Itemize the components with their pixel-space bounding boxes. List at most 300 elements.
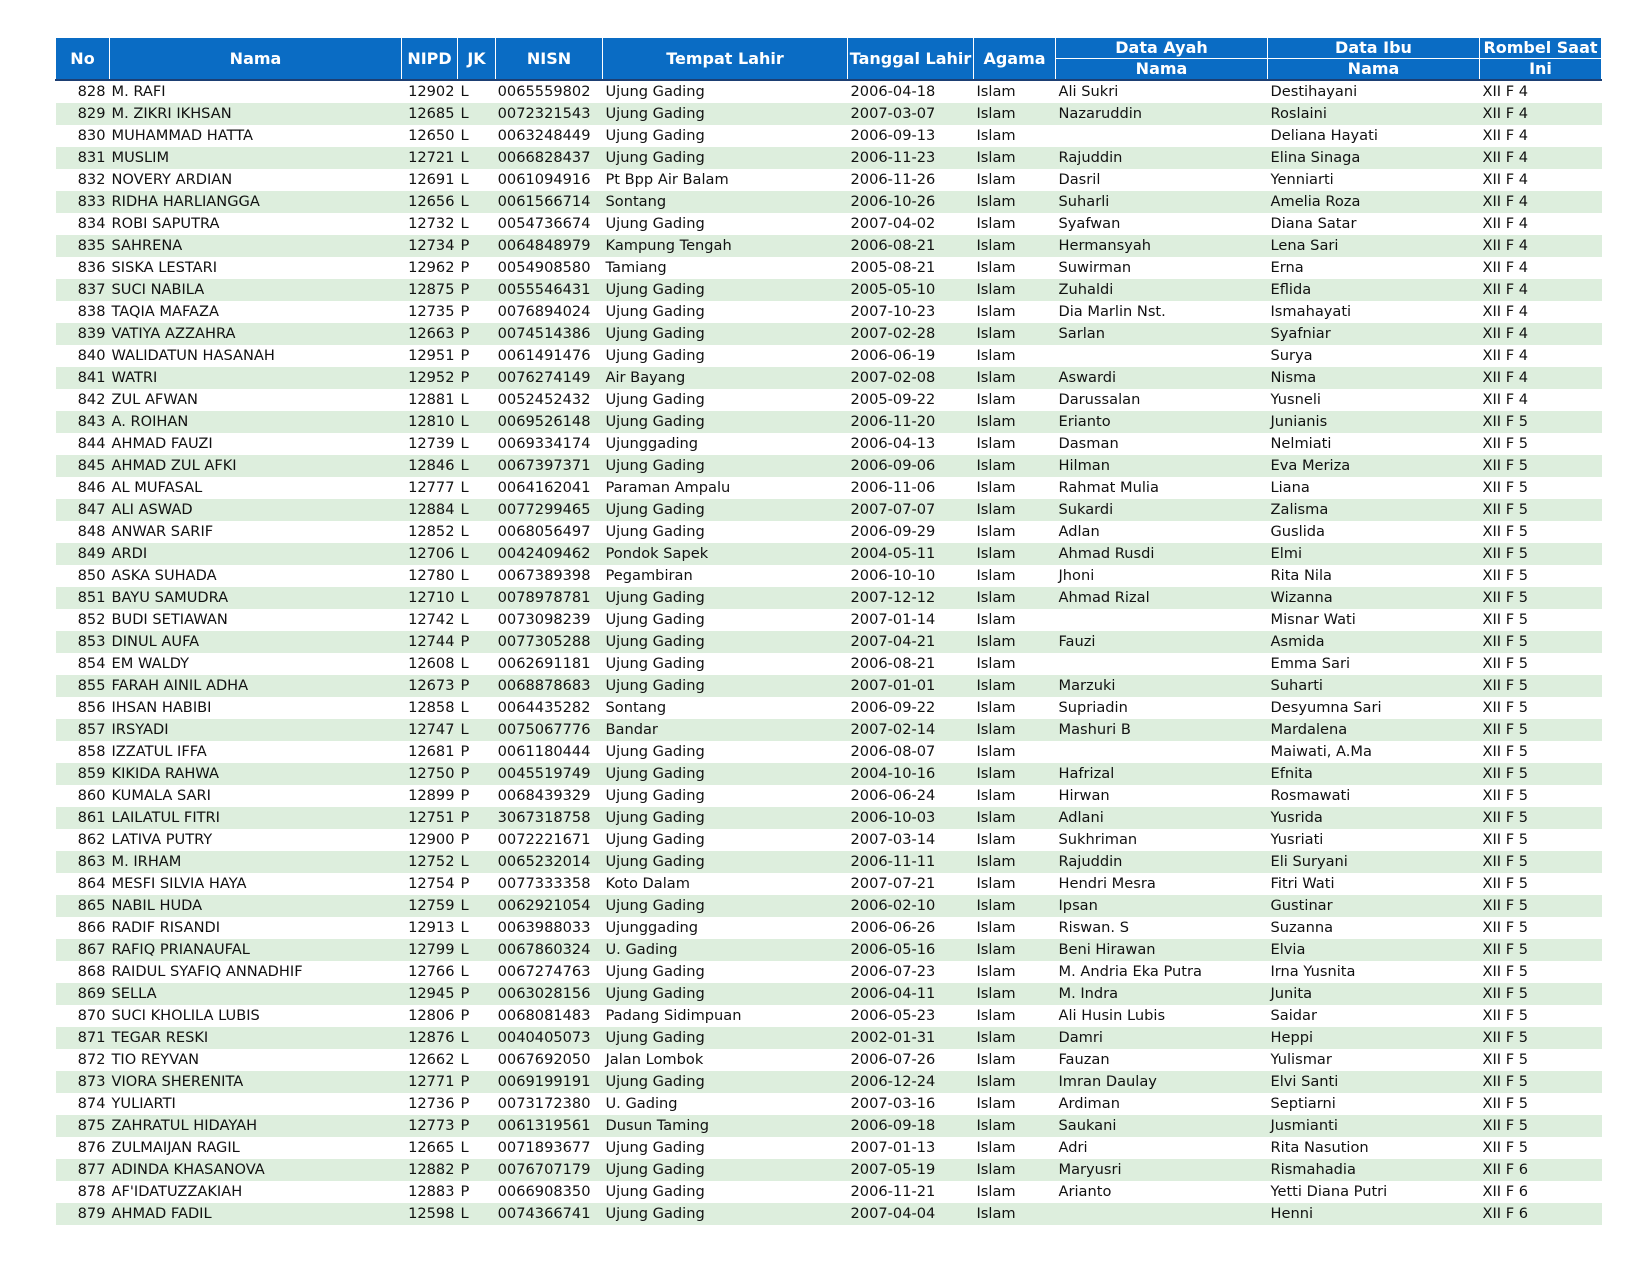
- father-name: Ardiman: [1058, 1095, 1120, 1112]
- mother-name: Rismahadia: [1268, 1159, 1480, 1181]
- rombel-value: XII F 5: [1482, 655, 1529, 672]
- mother-name: Eli Suryani: [1268, 851, 1480, 873]
- father-name: [1056, 345, 1268, 367]
- birthplace-value: Koto Dalam: [605, 875, 690, 892]
- row-no: 872: [77, 1051, 106, 1068]
- student-name: EM WALDY: [111, 655, 190, 672]
- birthplace-value: Kampung Tengah: [603, 235, 848, 257]
- mother-name: Guslida: [1270, 523, 1325, 540]
- nipd-value: 12771: [402, 1071, 458, 1093]
- father-name: Arianto: [1058, 1183, 1112, 1200]
- birthdate-value: 2007-01-14: [850, 611, 936, 628]
- birthplace-value: Dusun Taming: [603, 1115, 848, 1137]
- father-name: Beni Hirawan: [1056, 939, 1268, 961]
- nisn-value: 0067389398: [497, 567, 591, 584]
- father-name: Hafrizal: [1056, 763, 1268, 785]
- gender-value: P: [460, 1183, 470, 1200]
- religion-value: Islam: [976, 259, 1016, 276]
- student-name: ADINDA KHASANOVA: [110, 1159, 402, 1181]
- religion-value: Islam: [976, 787, 1016, 804]
- nipd-value: 12608: [408, 655, 455, 672]
- table-header: [56, 38, 1602, 81]
- mother-name: Yetti Diana Putri: [1270, 1183, 1388, 1200]
- mother-name: Desyumna Sari: [1270, 699, 1382, 716]
- religion-value: Islam: [976, 479, 1016, 496]
- nipd-value: 12736: [408, 1095, 455, 1112]
- gender-value: L: [460, 655, 469, 672]
- mother-name: Wizanna: [1268, 587, 1480, 609]
- nipd-value: 12799: [402, 939, 458, 961]
- religion-value: Islam: [976, 391, 1016, 408]
- father-name: Marzuki: [1056, 675, 1268, 697]
- nisn-value: 0063988033: [497, 919, 591, 936]
- row-no: 866: [77, 919, 106, 936]
- nisn-value: 0069334174: [497, 435, 591, 452]
- religion-value: Islam: [974, 367, 1056, 389]
- religion-value: Islam: [974, 1071, 1056, 1093]
- birthplace-value: Ujung Gading: [603, 1159, 848, 1181]
- table-row: [56, 631, 1602, 653]
- birthdate-value: 2007-01-13: [850, 1139, 936, 1156]
- mother-name: Irna Yusnita: [1270, 963, 1356, 980]
- table-row: [56, 411, 1602, 433]
- father-name: Suwirman: [1058, 259, 1132, 276]
- student-name: MUSLIM: [110, 147, 402, 169]
- gender-value: P: [458, 1159, 496, 1181]
- gender-value: P: [458, 323, 496, 345]
- religion-value: Islam: [976, 1183, 1016, 1200]
- nipd-value: 12777: [408, 479, 455, 496]
- birthdate-value: 2007-03-07: [848, 103, 974, 125]
- nipd-value: 12806: [408, 1007, 455, 1024]
- nisn-value: 0061180444: [497, 743, 591, 760]
- father-name: Erianto: [1056, 411, 1268, 433]
- father-name: M. Indra: [1056, 983, 1268, 1005]
- table-row: [56, 147, 1602, 169]
- father-name: Riswan. S: [1058, 919, 1129, 936]
- mother-name: Roslaini: [1268, 103, 1480, 125]
- nipd-value: 12739: [408, 435, 455, 452]
- nipd-value: 12665: [408, 1139, 455, 1156]
- religion-value: Islam: [976, 699, 1016, 716]
- nisn-value: 0075067776: [496, 719, 603, 741]
- birthdate-value: 2007-03-16: [850, 1095, 936, 1112]
- table-row: [56, 1137, 1602, 1159]
- birthplace-value: Paraman Ampalu: [605, 479, 731, 496]
- table-row: [56, 323, 1602, 345]
- table-row: [56, 917, 1602, 939]
- gender-value: L: [458, 939, 496, 961]
- father-name: Sarlan: [1056, 323, 1268, 345]
- gender-value: P: [458, 631, 496, 653]
- mother-name: Ismahayati: [1270, 303, 1352, 320]
- father-name: Hermansyah: [1056, 235, 1268, 257]
- birthdate-value: 2007-07-07: [848, 499, 974, 521]
- birthdate-value: 2005-08-21: [850, 259, 936, 276]
- table-row: [56, 741, 1602, 763]
- gender-value: L: [458, 1027, 496, 1049]
- gender-value: L: [460, 919, 469, 936]
- rombel-value: XII F 5: [1480, 763, 1602, 785]
- father-name: Aswardi: [1056, 367, 1268, 389]
- rombel-value: XII F 4: [1482, 347, 1529, 364]
- row-no: 860: [77, 787, 106, 804]
- rombel-value: XII F 5: [1480, 719, 1602, 741]
- birthdate-value: 2006-04-11: [848, 983, 974, 1005]
- birthdate-value: 2007-12-12: [848, 587, 974, 609]
- mother-name: Elmi: [1268, 543, 1480, 565]
- religion-value: Islam: [974, 587, 1056, 609]
- nisn-value: 0068081483: [497, 1007, 591, 1024]
- gender-value: P: [460, 259, 470, 276]
- religion-value: Islam: [976, 347, 1016, 364]
- nisn-value: 0061094916: [497, 171, 591, 188]
- gender-value: L: [458, 455, 496, 477]
- nisn-value: 0065232014: [496, 851, 603, 873]
- header-data-ibu-nama: Nama: [1268, 59, 1480, 81]
- table-row: [56, 697, 1602, 719]
- header-rombel-line1: Rombel Saat: [1480, 38, 1602, 59]
- birthdate-value: 2006-10-26: [848, 191, 974, 213]
- birthdate-value: 2002-01-31: [848, 1027, 974, 1049]
- rombel-value: XII F 5: [1482, 611, 1529, 628]
- birthplace-value: Sontang: [605, 699, 667, 716]
- rombel-value: XII F 5: [1480, 455, 1602, 477]
- nipd-value: 12875: [402, 279, 458, 301]
- nisn-value: 0074366741: [496, 1203, 603, 1225]
- birthdate-value: 2006-08-21: [850, 655, 936, 672]
- mother-name: Junita: [1268, 983, 1480, 1005]
- mother-name: Deliana Hayati: [1270, 127, 1378, 144]
- row-no: 877: [56, 1159, 110, 1181]
- gender-value: L: [460, 215, 469, 232]
- religion-value: Islam: [976, 963, 1016, 980]
- header-data-ayah: Data Ayah: [1056, 38, 1268, 59]
- student-name: TIO REYVAN: [111, 1051, 200, 1068]
- row-no: 838: [77, 303, 106, 320]
- mother-name: Destihayani: [1270, 83, 1358, 100]
- birthdate-value: 2006-09-22: [850, 699, 936, 716]
- rombel-value: XII F 4: [1480, 367, 1602, 389]
- table-row: [56, 895, 1602, 917]
- father-name: Fauzan: [1058, 1051, 1110, 1068]
- gender-value: P: [458, 675, 496, 697]
- gender-value: L: [460, 567, 469, 584]
- table-row: [56, 1027, 1602, 1049]
- nisn-value: 0062921054: [496, 895, 603, 917]
- father-name: Damri: [1056, 1027, 1268, 1049]
- student-name: ANWAR SARIF: [111, 523, 214, 540]
- gender-value: L: [458, 147, 496, 169]
- father-name: Jhoni: [1058, 567, 1095, 584]
- gender-value: L: [460, 83, 469, 100]
- nipd-value: 12732: [408, 215, 455, 232]
- header-nisn: NISN: [496, 38, 603, 81]
- religion-value: Islam: [976, 831, 1016, 848]
- gender-value: L: [458, 411, 496, 433]
- row-no: 858: [77, 743, 106, 760]
- nisn-value: 0061491476: [497, 347, 591, 364]
- header-agama: Agama: [974, 38, 1056, 81]
- birthplace-value: Tamiang: [605, 259, 667, 276]
- father-name: Adlan: [1058, 523, 1100, 540]
- row-no: 859: [56, 763, 110, 785]
- nipd-value: 12846: [402, 455, 458, 477]
- table-row: [56, 1181, 1602, 1203]
- father-name: Rajuddin: [1056, 147, 1268, 169]
- rombel-value: XII F 5: [1482, 435, 1529, 452]
- mother-name: Yulismar: [1270, 1051, 1332, 1068]
- gender-value: P: [460, 1007, 470, 1024]
- gender-value: P: [458, 1071, 496, 1093]
- rombel-value: XII F 5: [1482, 787, 1529, 804]
- birthdate-value: 2006-10-10: [850, 567, 936, 584]
- gender-value: L: [460, 479, 469, 496]
- religion-value: Islam: [974, 147, 1056, 169]
- father-name: Saukani: [1056, 1115, 1268, 1137]
- birthdate-value: 2006-10-03: [848, 807, 974, 829]
- rombel-value: XII F 5: [1482, 1007, 1529, 1024]
- nisn-value: 0040405073: [496, 1027, 603, 1049]
- row-no: 864: [77, 875, 106, 892]
- birthdate-value: 2005-09-22: [850, 391, 936, 408]
- header-nipd: NIPD: [402, 38, 458, 81]
- nipd-value: 12752: [402, 851, 458, 873]
- birthplace-value: Ujung Gading: [603, 851, 848, 873]
- mother-name: Nelmiati: [1270, 435, 1332, 452]
- religion-value: Islam: [974, 455, 1056, 477]
- gender-value: P: [458, 367, 496, 389]
- birthplace-value: Air Bayang: [603, 367, 848, 389]
- religion-value: Islam: [976, 1051, 1016, 1068]
- religion-value: Islam: [974, 543, 1056, 565]
- nisn-value: 0064162041: [497, 479, 591, 496]
- religion-value: Islam: [976, 523, 1016, 540]
- gender-value: L: [460, 611, 469, 628]
- mother-name: Fitri Wati: [1270, 875, 1335, 892]
- student-name: WALIDATUN HASANAH: [111, 347, 275, 364]
- student-name: DINUL AUFA: [110, 631, 402, 653]
- father-name: Adlani: [1056, 807, 1268, 829]
- religion-value: Islam: [974, 939, 1056, 961]
- nipd-value: 12744: [402, 631, 458, 653]
- table-row: [56, 1159, 1602, 1181]
- nipd-value: 12900: [408, 831, 455, 848]
- father-name: Sukardi: [1056, 499, 1268, 521]
- nipd-value: 12706: [402, 543, 458, 565]
- nisn-value: 0076274149: [496, 367, 603, 389]
- mother-name: Syafniar: [1268, 323, 1480, 345]
- birthplace-value: Ujung Gading: [605, 523, 705, 540]
- religion-value: Islam: [974, 1159, 1056, 1181]
- father-name: Sukhriman: [1058, 831, 1138, 848]
- nisn-value: 0068878683: [496, 675, 603, 697]
- religion-value: Islam: [976, 83, 1016, 100]
- row-no: 855: [56, 675, 110, 697]
- father-name: Maryusri: [1056, 1159, 1268, 1181]
- gender-value: L: [458, 543, 496, 565]
- religion-value: Islam: [976, 303, 1016, 320]
- birthplace-value: Ujung Gading: [605, 743, 705, 760]
- nisn-value: 0073098239: [497, 611, 591, 628]
- mother-name: Heppi: [1268, 1027, 1480, 1049]
- father-name: Syafwan: [1058, 215, 1121, 232]
- nisn-value: 0068056497: [497, 523, 591, 540]
- birthdate-value: 2007-07-21: [850, 875, 936, 892]
- student-name: IZZATUL IFFA: [111, 743, 207, 760]
- rombel-value: XII F 5: [1480, 543, 1602, 565]
- father-name: Mashuri B: [1056, 719, 1268, 741]
- nisn-value: 0063028156: [496, 983, 603, 1005]
- birthplace-value: Ujung Gading: [603, 103, 848, 125]
- nipd-value: 12951: [408, 347, 455, 364]
- gender-value: L: [458, 719, 496, 741]
- row-no: 835: [56, 235, 110, 257]
- table-row: [56, 873, 1602, 895]
- father-name: Ali Husin Lubis: [1058, 1007, 1166, 1024]
- row-no: 837: [56, 279, 110, 301]
- nisn-value: 0071893677: [497, 1139, 591, 1156]
- birthdate-value: 2006-09-06: [848, 455, 974, 477]
- gender-value: L: [458, 191, 496, 213]
- religion-value: Islam: [974, 279, 1056, 301]
- gender-value: P: [460, 303, 470, 320]
- birthplace-value: Ujung Gading: [603, 983, 848, 1005]
- table-row: [56, 807, 1602, 829]
- nisn-value: 0069199191: [496, 1071, 603, 1093]
- rombel-value: XII F 4: [1480, 323, 1602, 345]
- student-name: KUMALA SARI: [111, 787, 211, 804]
- nipd-value: 12747: [402, 719, 458, 741]
- birthdate-value: 2004-10-16: [848, 763, 974, 785]
- nisn-value: 0065559802: [497, 83, 591, 100]
- mother-name: Suharti: [1268, 675, 1480, 697]
- student-name: WATRI: [110, 367, 402, 389]
- nipd-value: 12952: [402, 367, 458, 389]
- student-name: RIDHA HARLIANGGA: [110, 191, 402, 213]
- birthplace-value: Ujung Gading: [605, 611, 705, 628]
- row-no: 863: [56, 851, 110, 873]
- gender-value: P: [460, 347, 470, 364]
- student-name: ZULMAIJAN RAGIL: [111, 1139, 240, 1156]
- gender-value: P: [458, 763, 496, 785]
- mother-name: Surya: [1270, 347, 1313, 364]
- nipd-value: 12650: [408, 127, 455, 144]
- nisn-value: 0074514386: [496, 323, 603, 345]
- gender-value: P: [460, 1095, 470, 1112]
- rombel-value: XII F 4: [1480, 235, 1602, 257]
- gender-value: L: [458, 895, 496, 917]
- row-no: 842: [77, 391, 106, 408]
- birthplace-value: Ujung Gading: [605, 655, 705, 672]
- rombel-value: XII F 5: [1480, 1071, 1602, 1093]
- mother-name: Junianis: [1268, 411, 1480, 433]
- table-row: [56, 345, 1602, 367]
- father-name: [1056, 609, 1268, 631]
- mother-name: Eflida: [1268, 279, 1480, 301]
- birthplace-value: Padang Sidimpuan: [605, 1007, 742, 1024]
- father-name: Rahmat Mulia: [1058, 479, 1159, 496]
- student-name: FARAH AINIL ADHA: [110, 675, 402, 697]
- father-name: Suharli: [1056, 191, 1268, 213]
- student-name: YULIARTI: [111, 1095, 176, 1112]
- row-no: 875: [56, 1115, 110, 1137]
- nisn-value: 0063248449: [497, 127, 591, 144]
- row-no: 862: [77, 831, 106, 848]
- nisn-value: 0077333358: [497, 875, 591, 892]
- nipd-value: 12751: [402, 807, 458, 829]
- birthdate-value: 2006-04-18: [850, 83, 936, 100]
- mother-name: Diana Satar: [1270, 215, 1357, 232]
- religion-value: Islam: [974, 191, 1056, 213]
- father-name: Hilman: [1056, 455, 1268, 477]
- rombel-value: XII F 5: [1482, 831, 1529, 848]
- nisn-value: 0067274763: [497, 963, 591, 980]
- religion-value: Islam: [974, 719, 1056, 741]
- table-row: [56, 1005, 1602, 1027]
- nisn-value: 0054736674: [497, 215, 591, 232]
- student-name: MUHAMMAD HATTA: [111, 127, 254, 144]
- student-name: AHMAD FADIL: [110, 1203, 402, 1225]
- nisn-value: 0055546431: [496, 279, 603, 301]
- religion-value: Islam: [976, 1007, 1016, 1024]
- religion-value: Islam: [974, 631, 1056, 653]
- nipd-value: 12734: [402, 235, 458, 257]
- nipd-value: 12685: [402, 103, 458, 125]
- header-data-ayah-nama: Nama: [1056, 59, 1268, 81]
- table-row: [56, 257, 1602, 279]
- birthplace-value: Ujung Gading: [603, 1203, 848, 1225]
- birthdate-value: 2007-10-23: [850, 303, 936, 320]
- student-name: M. ZIKRI IKHSAN: [110, 103, 402, 125]
- gender-value: P: [458, 235, 496, 257]
- student-name: MESFI SILVIA HAYA: [111, 875, 247, 892]
- birthplace-value: Sontang: [603, 191, 848, 213]
- birthplace-value: Ujung Gading: [603, 499, 848, 521]
- mother-name: Amelia Roza: [1268, 191, 1480, 213]
- table-row: [56, 367, 1602, 389]
- mother-name: Jusmianti: [1268, 1115, 1480, 1137]
- student-name: BAYU SAMUDRA: [110, 587, 402, 609]
- birthdate-value: 2007-02-28: [848, 323, 974, 345]
- nipd-value: 12913: [408, 919, 455, 936]
- rombel-value: XII F 4: [1482, 171, 1529, 188]
- mother-name: Efnita: [1268, 763, 1480, 785]
- birthdate-value: 2006-09-13: [850, 127, 936, 144]
- student-name: AHMAD ZUL AFKI: [110, 455, 402, 477]
- table-row: [56, 983, 1602, 1005]
- student-name: LATIVA PUTRY: [111, 831, 213, 848]
- nisn-value: 3067318758: [496, 807, 603, 829]
- mother-name: Zalisma: [1268, 499, 1480, 521]
- religion-value: Islam: [976, 215, 1016, 232]
- mother-name: Yenniarti: [1270, 171, 1334, 188]
- gender-value: L: [458, 499, 496, 521]
- student-name: NOVERY ARDIAN: [111, 171, 233, 188]
- student-name: AF'IDATUZZAKIAH: [111, 1183, 243, 1200]
- father-name: M. Andria Eka Putra: [1058, 963, 1202, 980]
- nipd-value: 12810: [402, 411, 458, 433]
- nisn-value: 0077305288: [496, 631, 603, 653]
- nipd-value: 12750: [402, 763, 458, 785]
- birthdate-value: 2006-11-23: [848, 147, 974, 169]
- gender-value: L: [460, 523, 469, 540]
- student-name: TAQIA MAFAZA: [111, 303, 220, 320]
- religion-value: Islam: [976, 171, 1016, 188]
- nisn-value: 0072321543: [496, 103, 603, 125]
- father-name: Dia Marlin Nst.: [1058, 303, 1166, 320]
- religion-value: Islam: [974, 675, 1056, 697]
